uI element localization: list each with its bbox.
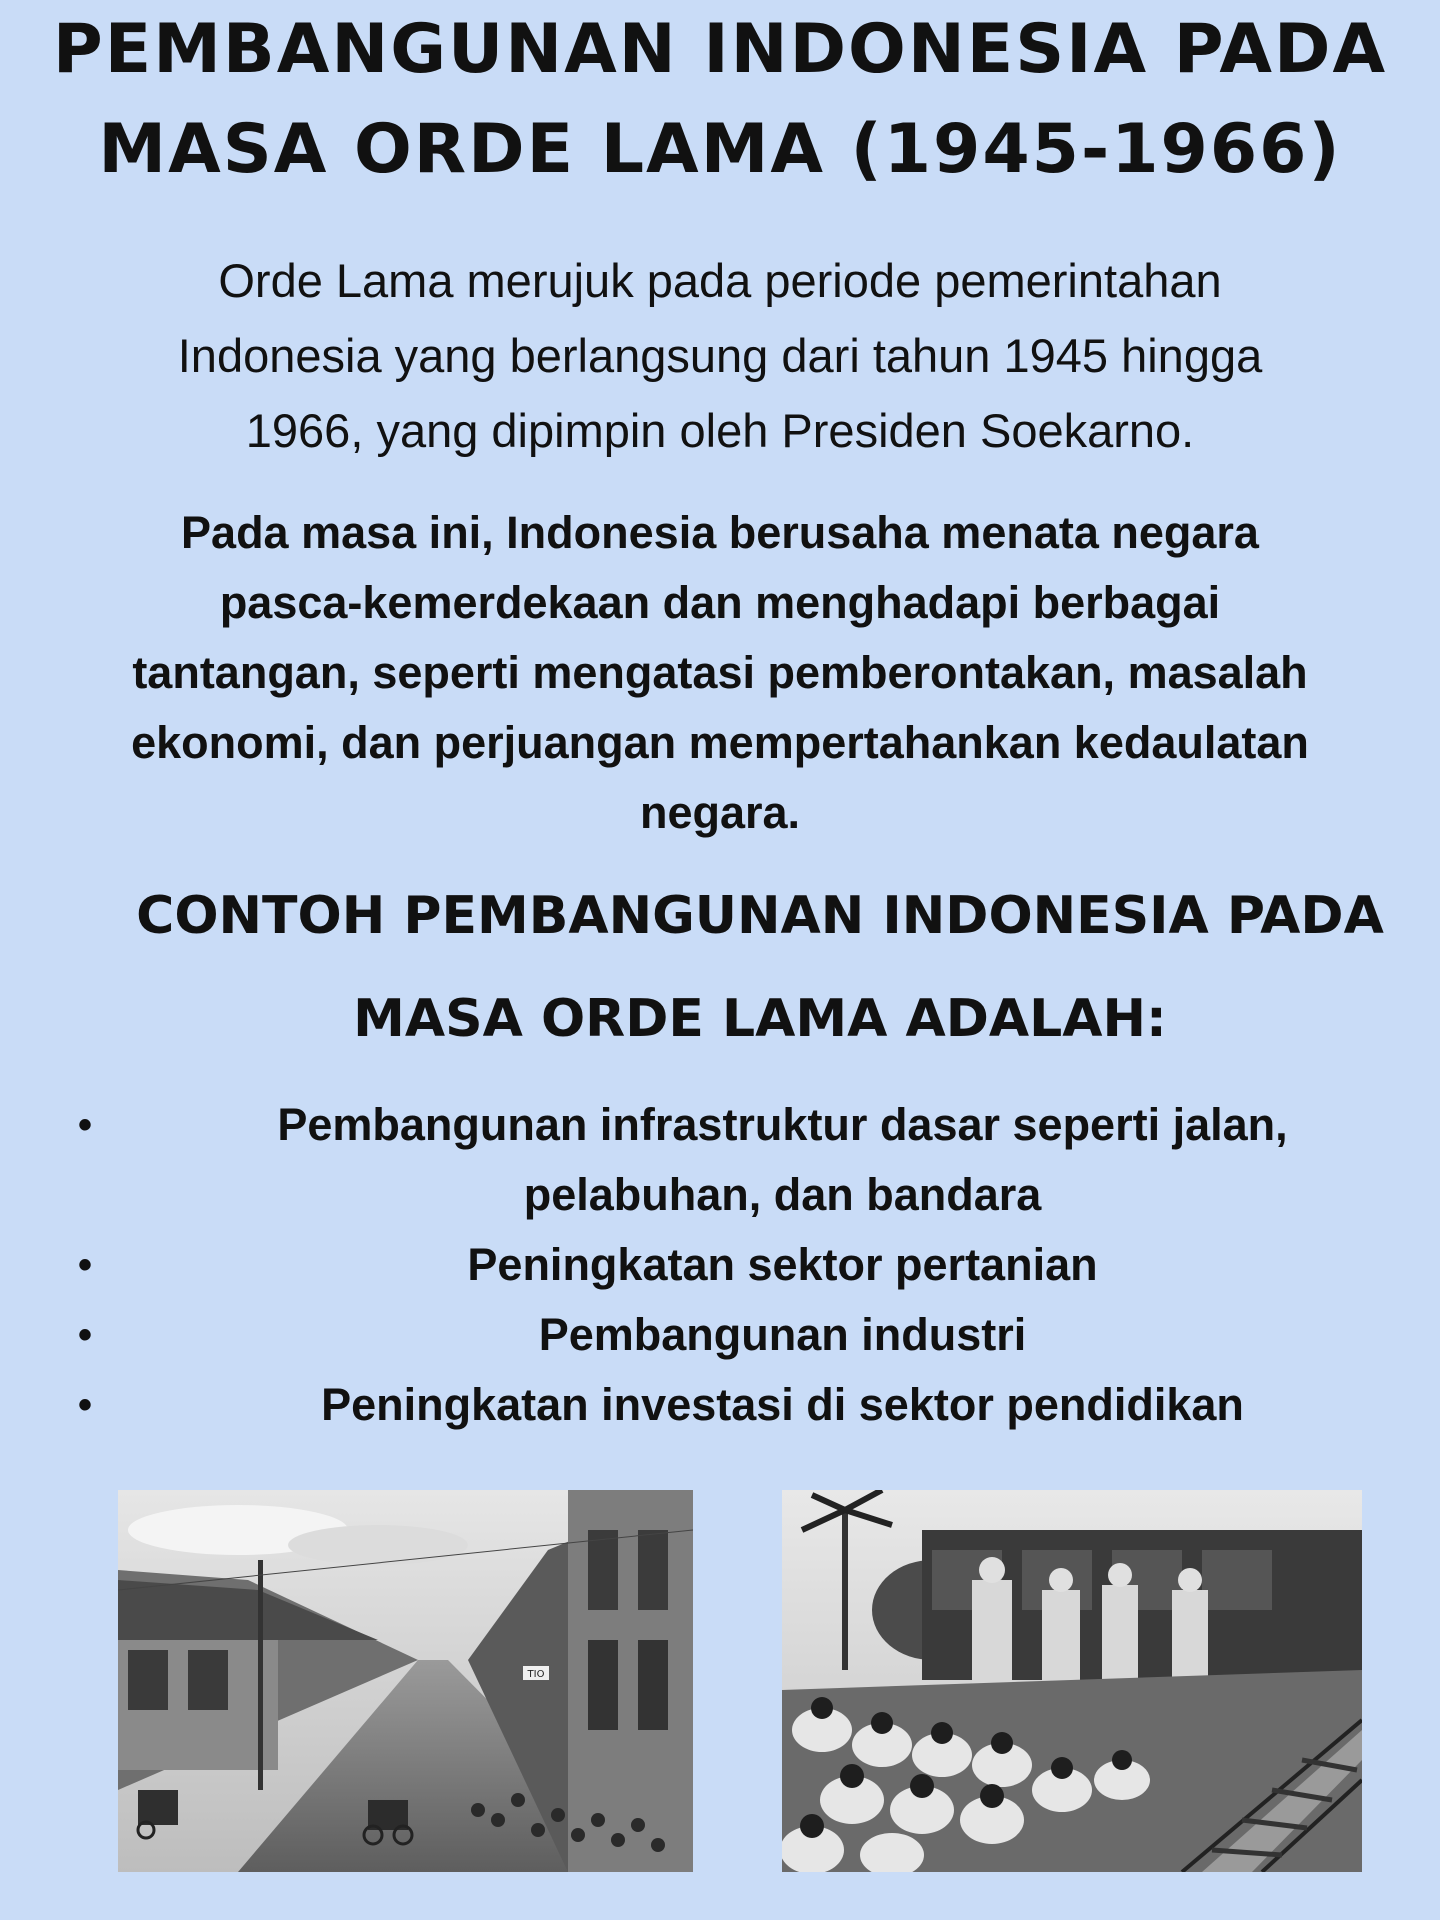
context-line: negara. — [639, 787, 801, 838]
list-item-text — [160, 1090, 1405, 1230]
list-item-text — [160, 1230, 1405, 1300]
intro-line: Orde Lama merujuk pada periode pemerintahan — [218, 254, 1222, 307]
section-heading-line-2: MASA ORDE LAMA ADALAH: — [353, 989, 1167, 1049]
page-title — [0, 0, 1440, 200]
context-line: Pada masa ini, Indonesia berusaha menata negara — [181, 507, 1259, 558]
context-line: tantangan, seperti mengatasi pemberontakan, masalah — [132, 647, 1308, 698]
list-item — [60, 1370, 1405, 1440]
list-item — [60, 1230, 1405, 1300]
bullet-icon: • — [78, 1383, 93, 1427]
list-item-text — [160, 1300, 1405, 1370]
section-heading-line-1: CONTOH PEMBANGUNAN INDONESIA PADA — [136, 886, 1384, 946]
context-paragraph — [40, 498, 1400, 848]
context-line: pasca-kemerdekaan dan menghadapi berbagai — [219, 577, 1221, 628]
context-line: ekonomi, dan perjuangan mempertahankan kedaulatan — [131, 717, 1309, 768]
examples-list — [60, 1090, 1405, 1440]
intro-line: 1966, yang dipimpin oleh Presiden Soekarno. — [245, 404, 1195, 457]
list-item-line: Pembangunan industri — [538, 1309, 1027, 1360]
intro-paragraph — [60, 243, 1380, 468]
street-scene-photo — [118, 1490, 693, 1872]
list-item-line: pelabuhan, dan bandara — [523, 1169, 1042, 1220]
title-line-1: PEMBANGUNAN INDONESIA PADA — [52, 10, 1388, 89]
list-item-line: Pembangunan infrastruktur dasar seperti jalan, — [277, 1099, 1288, 1150]
list-item — [60, 1300, 1405, 1370]
title-line-2: MASA ORDE LAMA (1945-1966) — [98, 110, 1342, 189]
bullet-icon: • — [78, 1313, 93, 1357]
list-item-line: Peningkatan investasi di sektor pendidikan — [321, 1379, 1244, 1430]
list-item-text — [160, 1370, 1405, 1440]
list-item-line: Peningkatan sektor pertanian — [467, 1239, 1098, 1290]
shop-sign: TIO — [527, 1669, 545, 1680]
intro-line: Indonesia yang berlangsung dari tahun 1945 hingga — [177, 329, 1263, 382]
bullet-icon: • — [78, 1103, 93, 1147]
list-item — [60, 1090, 1405, 1230]
railway-crowd-photo — [782, 1490, 1362, 1872]
bullet-icon: • — [78, 1243, 93, 1287]
section-heading — [100, 865, 1420, 1071]
